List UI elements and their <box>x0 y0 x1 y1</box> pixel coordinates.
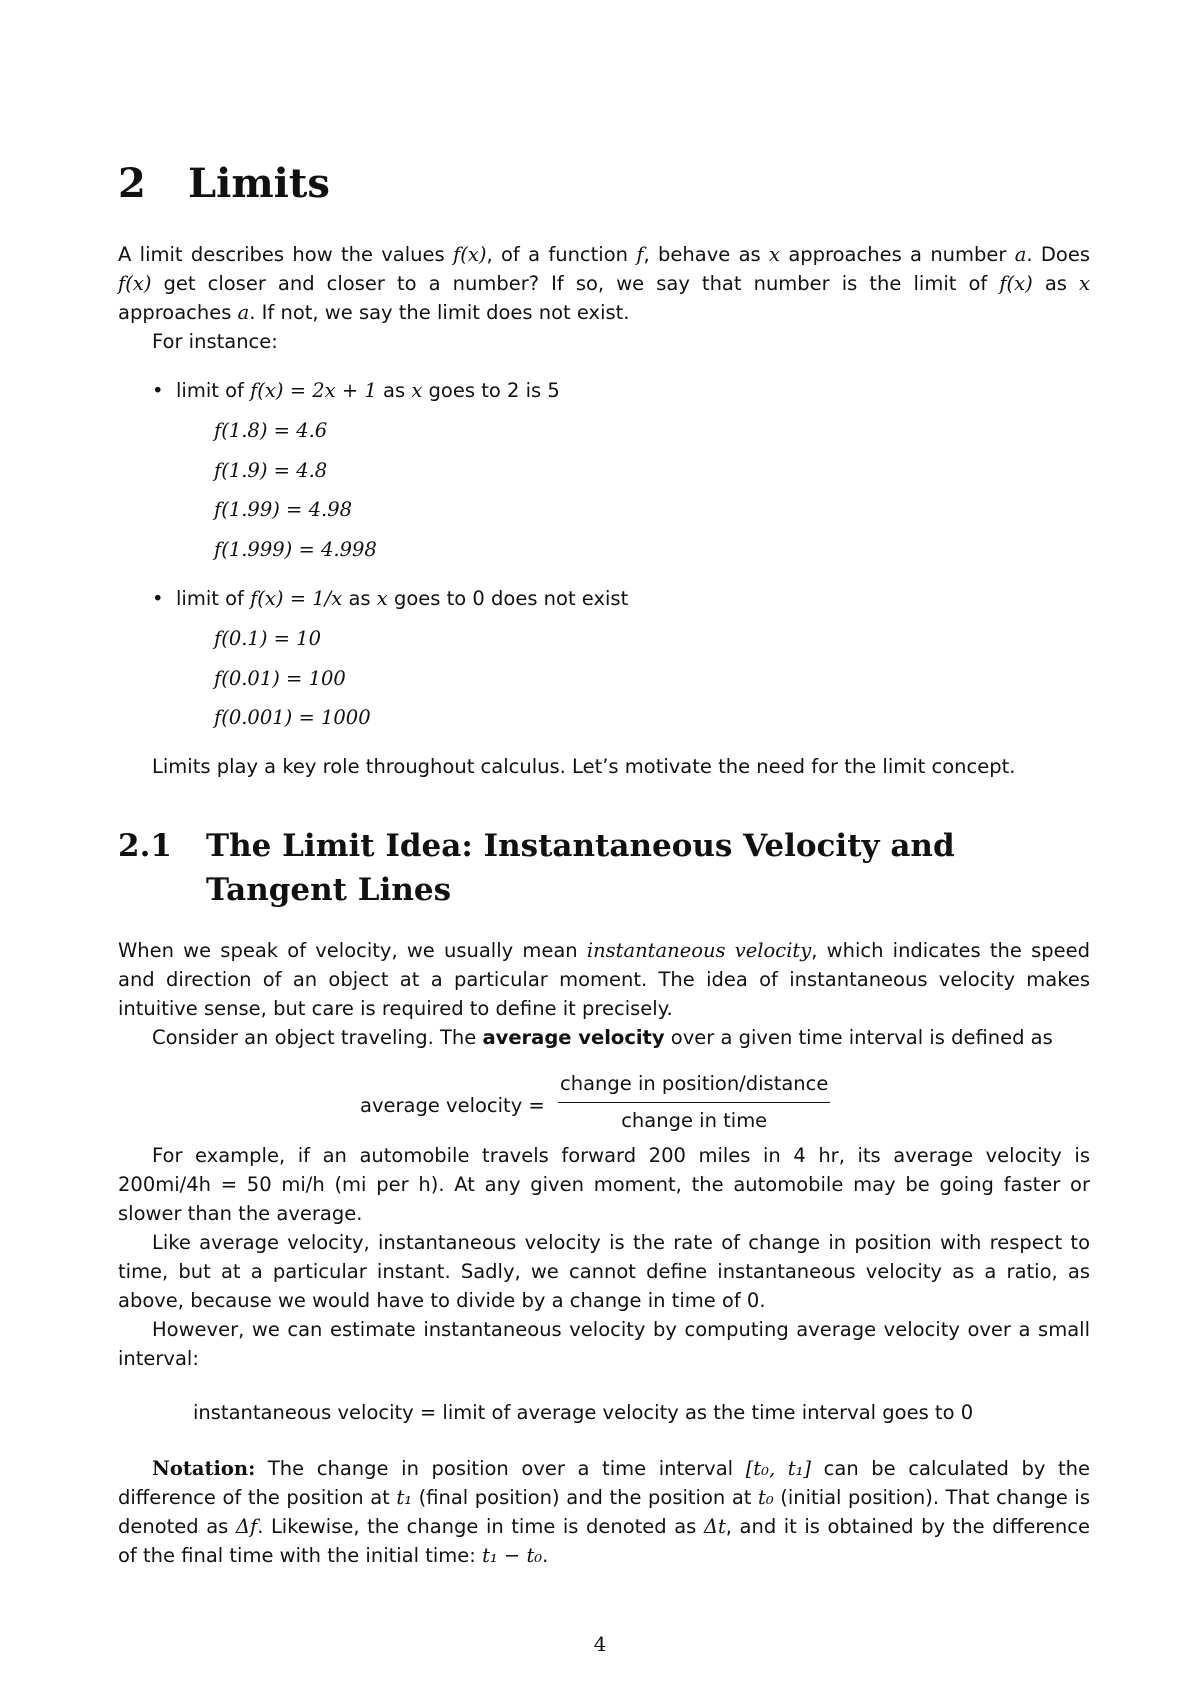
text: approaches a number <box>780 243 1015 266</box>
example-1-bullet <box>152 376 560 405</box>
math-delta-t: Δt <box>703 1515 726 1538</box>
math-difference: t₁ − t₀ <box>482 1544 543 1567</box>
text: The change in position over a time interval <box>255 1457 746 1480</box>
intro-paragraph <box>118 240 1090 327</box>
math-fx: f(x) <box>250 379 284 402</box>
math-x: x <box>769 243 781 266</box>
math-delta-f: Δf <box>235 1515 258 1538</box>
text: approaches <box>118 301 238 324</box>
page-number: 4 <box>593 1632 607 1656</box>
formula-numerator: change in position/distance <box>558 1070 830 1103</box>
math-eq: = 2x + 1 <box>283 379 377 402</box>
text: . If not, we say the limit does not exist. <box>249 301 630 324</box>
formula-denominator: change in time <box>621 1109 768 1132</box>
bullet-dot: • <box>152 379 164 402</box>
formula-fraction <box>558 1070 830 1135</box>
example-1-row: f(1.9) = 4.8 <box>214 459 328 482</box>
text: limit of <box>176 379 251 402</box>
example-1-row: f(1.8) = 4.6 <box>214 419 328 442</box>
motivation-paragraph: Limits play a key role throughout calculus. Let’s motivate the need for the limit concept. <box>152 755 1016 778</box>
example-2-bullet <box>152 584 628 613</box>
text: (initial position). That change is denoted as <box>118 1486 1091 1538</box>
text: . Likewise, the change in time is denoted as <box>257 1515 704 1538</box>
math-fx: f(x) <box>999 272 1033 295</box>
section-title-text: Limits <box>188 160 330 207</box>
text: A limit describes how the values <box>118 243 454 266</box>
math-a: a <box>237 301 250 324</box>
text: Consider an object traveling. The <box>152 1026 483 1049</box>
text: as <box>376 379 412 402</box>
text: goes to 0 does not exist <box>387 587 629 610</box>
formula-lhs: average velocity = <box>360 1094 545 1117</box>
text: , behave as <box>643 243 770 266</box>
velocity-paragraph-4: Like average velocity, instantaneous velocity is the rate of change in position with respect to time, but at a particular instant. Sadly, we cannot define instantaneous velocity as a ratio, as above, because we would have to divide by a change in time of 0. <box>118 1231 1090 1312</box>
section-title <box>118 160 330 208</box>
math-x: x <box>376 587 388 610</box>
math-eq: = 1/x <box>283 587 343 610</box>
text: (final position) and the position at <box>412 1486 759 1509</box>
math-x: x <box>1079 272 1090 295</box>
math-fx: f(x) <box>453 243 487 266</box>
bold-term: average velocity <box>482 1026 665 1049</box>
text: . Does <box>1026 243 1091 266</box>
instantaneous-velocity-display: instantaneous velocity = limit of average velocity as the time interval goes to 0 <box>193 1401 974 1424</box>
math-interval: [t₀, t₁] <box>745 1457 812 1480</box>
velocity-paragraph-1 <box>118 936 1090 1023</box>
math-fx: f(x) <box>118 272 152 295</box>
velocity-paragraph-5: However, we can estimate instantaneous velocity by computing average velocity over a small interval: <box>118 1318 1090 1370</box>
example-2-row: f(0.1) = 10 <box>214 627 321 650</box>
subsection-title <box>118 824 1090 912</box>
text: , and it is obtained by the difference of the final time with the initial time: <box>118 1515 1090 1567</box>
section-number: 2 <box>118 160 146 207</box>
emphasis-text: instantaneous velocity <box>586 939 812 962</box>
example-2-row: f(0.001) = 1000 <box>214 706 371 729</box>
text: get closer and closer to a number? If so, we say that number is the limit of <box>151 272 1000 295</box>
example-1-row: f(1.99) = 4.98 <box>214 498 353 521</box>
text: can be calculated by the difference of the position at <box>118 1457 1091 1509</box>
math-t1: t₁ <box>396 1486 413 1509</box>
notation-paragraph <box>118 1454 1090 1570</box>
math-f: f <box>636 243 644 266</box>
text: limit of <box>176 587 251 610</box>
text: as <box>342 587 377 610</box>
subsection-title-text: The Limit Idea: Instantaneous Velocity and Tangent Lines <box>206 828 955 908</box>
bullet-dot: • <box>152 587 164 610</box>
math-a: a <box>1014 243 1027 266</box>
text: , of a function <box>486 243 637 266</box>
text: as <box>1032 272 1079 295</box>
subsection-number: 2.1 <box>118 828 172 864</box>
notation-label: Notation: <box>152 1457 256 1480</box>
example-1-row: f(1.999) = 4.998 <box>214 538 377 561</box>
math-t0: t₀ <box>758 1486 774 1509</box>
text: When we speak of velocity, we usually mean <box>118 939 587 962</box>
math-x: x <box>411 379 423 402</box>
text: . <box>542 1544 549 1567</box>
example-2-row: f(0.01) = 100 <box>214 667 346 690</box>
for-instance: For instance: <box>152 330 278 353</box>
velocity-paragraph-2 <box>118 1023 1090 1052</box>
math-fx: f(x) <box>250 587 284 610</box>
text: goes to 2 is 5 <box>422 379 560 402</box>
text: over a given time interval is defined as <box>664 1026 1053 1049</box>
velocity-paragraph-3: For example, if an automobile travels forward 200 miles in 4 hr, its average velocity is 200mi/4h = 50 mi/h (mi per h). At any given moment, the automobile may be going faster or slower than the average. <box>118 1144 1090 1225</box>
text: , which indicates the speed and direction of an object at a particular moment. The idea of instantaneous velocity makes intuitive sense, but care is required to define it precisely. <box>118 939 1090 1020</box>
